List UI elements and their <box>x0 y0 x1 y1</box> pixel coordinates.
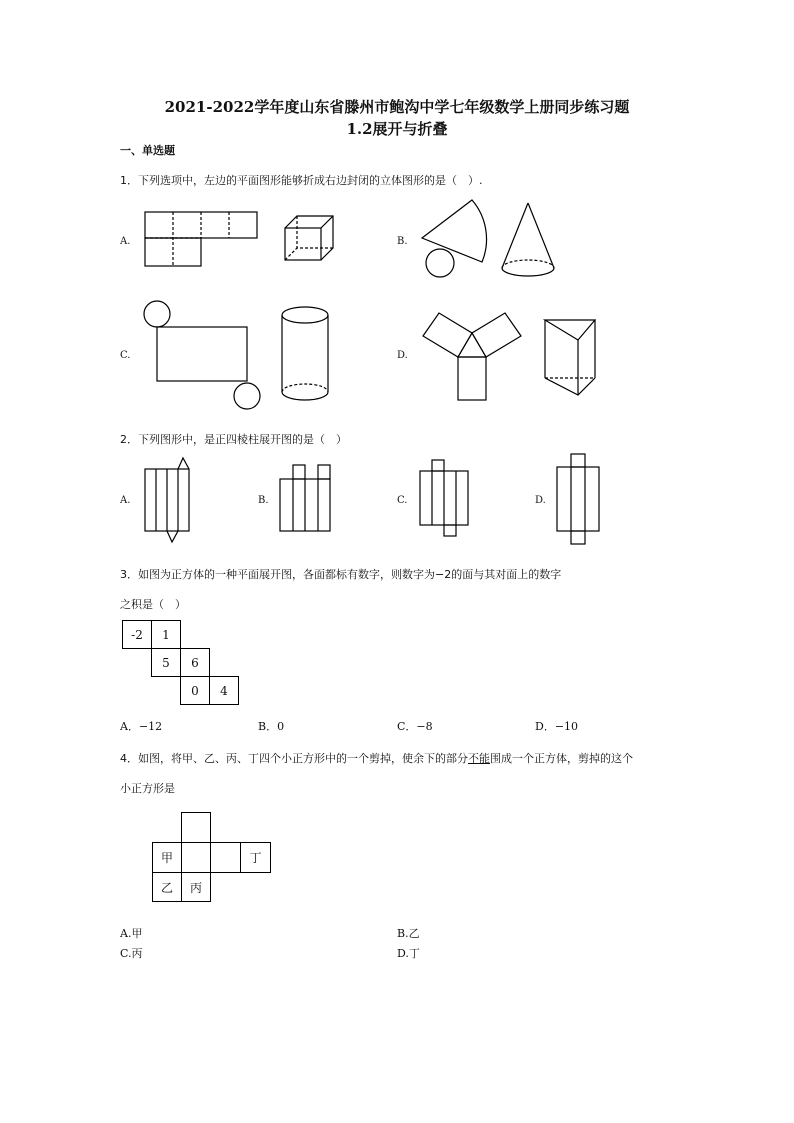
q3-net-cell: 1 <box>151 620 181 649</box>
q4-text-after: 围成一个正方体，剪掉的这个 <box>490 752 633 765</box>
q3-net-cell: 4 <box>209 676 239 705</box>
q1-option-a-label: A. <box>120 236 131 247</box>
q3-option-a: A．−12 <box>120 720 163 733</box>
q1-a-cube-net <box>145 212 257 266</box>
q2-option-a-label: A. <box>120 495 131 506</box>
q4-option-b: B.乙 <box>397 927 420 940</box>
question-4-text-line1 <box>120 750 633 766</box>
q2-b-net <box>280 465 330 531</box>
q2-c-net <box>420 460 468 536</box>
q1-b-cone <box>502 203 554 276</box>
document-title: 2021-2022学年度山东省滕州市鲍沟中学七年级数学上册同步练习题 <box>164 98 630 116</box>
q3-net-cell: 0 <box>180 676 210 705</box>
q1-b-cone-net <box>422 200 487 277</box>
q1-option-c-label: C. <box>120 350 131 361</box>
q2-a-net <box>145 458 189 542</box>
q3-option-c: C．−8 <box>397 720 433 733</box>
question-1-text: 1．下列选项中，左边的平面图形能够折成右边封闭的立体图形的是（ ）. <box>120 174 483 187</box>
q4-text-before: 4．如图，将甲、乙、丙、丁四个小正方形中的一个剪掉，使余下的部分 <box>120 752 468 765</box>
q1-d-prism-net <box>423 313 521 400</box>
q4-option-c: C.丙 <box>120 947 143 960</box>
q4-text-underline: 不能 <box>468 752 490 765</box>
document-subtitle: 1.2展开与折叠 <box>346 120 448 138</box>
q2-option-d-label: D. <box>535 495 546 506</box>
question-2-text: 2．下列图形中，是正四棱柱展开图的是（ ） <box>120 433 347 446</box>
question-3-text-line2: 之积是（ ） <box>120 598 186 611</box>
q4-option-a: A.甲 <box>120 927 143 940</box>
q4-net-cell: 乙 <box>152 872 182 902</box>
q3-option-d: D．−10 <box>535 720 579 733</box>
q4-net-cell-blank <box>181 842 211 873</box>
q3-net-cell: 6 <box>180 648 210 677</box>
question-4-text-line2: 小正方形是 <box>120 782 175 795</box>
q1-c-cylinder-net <box>144 301 260 409</box>
q1-option-b-label: B. <box>397 236 408 247</box>
q3-net-cell: 5 <box>151 648 181 677</box>
q4-option-d: D.丁 <box>397 947 420 960</box>
q4-net-cell-blank <box>181 812 211 843</box>
q1-a-cube <box>285 216 333 260</box>
q4-net-cell: 丁 <box>240 842 271 873</box>
q2-d-net <box>557 454 599 544</box>
q2-option-b-label: B. <box>258 495 269 506</box>
q1-option-d-label: D. <box>397 350 408 361</box>
q1-d-prism <box>545 320 595 395</box>
q2-option-c-label: C. <box>397 495 408 506</box>
q4-net-cell-blank <box>210 842 241 873</box>
question-3-text-line1: 3．如图为正方体的一种平面展开图，各面都标有数字，则数字为−2的面与其对面上的数字 <box>120 568 562 581</box>
q1-c-cylinder <box>282 307 328 400</box>
q3-option-b: B．0 <box>258 720 285 733</box>
q3-net-cell: -2 <box>122 620 152 649</box>
section-heading: 一、单选题 <box>120 144 175 157</box>
q4-net-cell: 丙 <box>181 872 211 902</box>
q4-net-cell: 甲 <box>152 842 182 873</box>
